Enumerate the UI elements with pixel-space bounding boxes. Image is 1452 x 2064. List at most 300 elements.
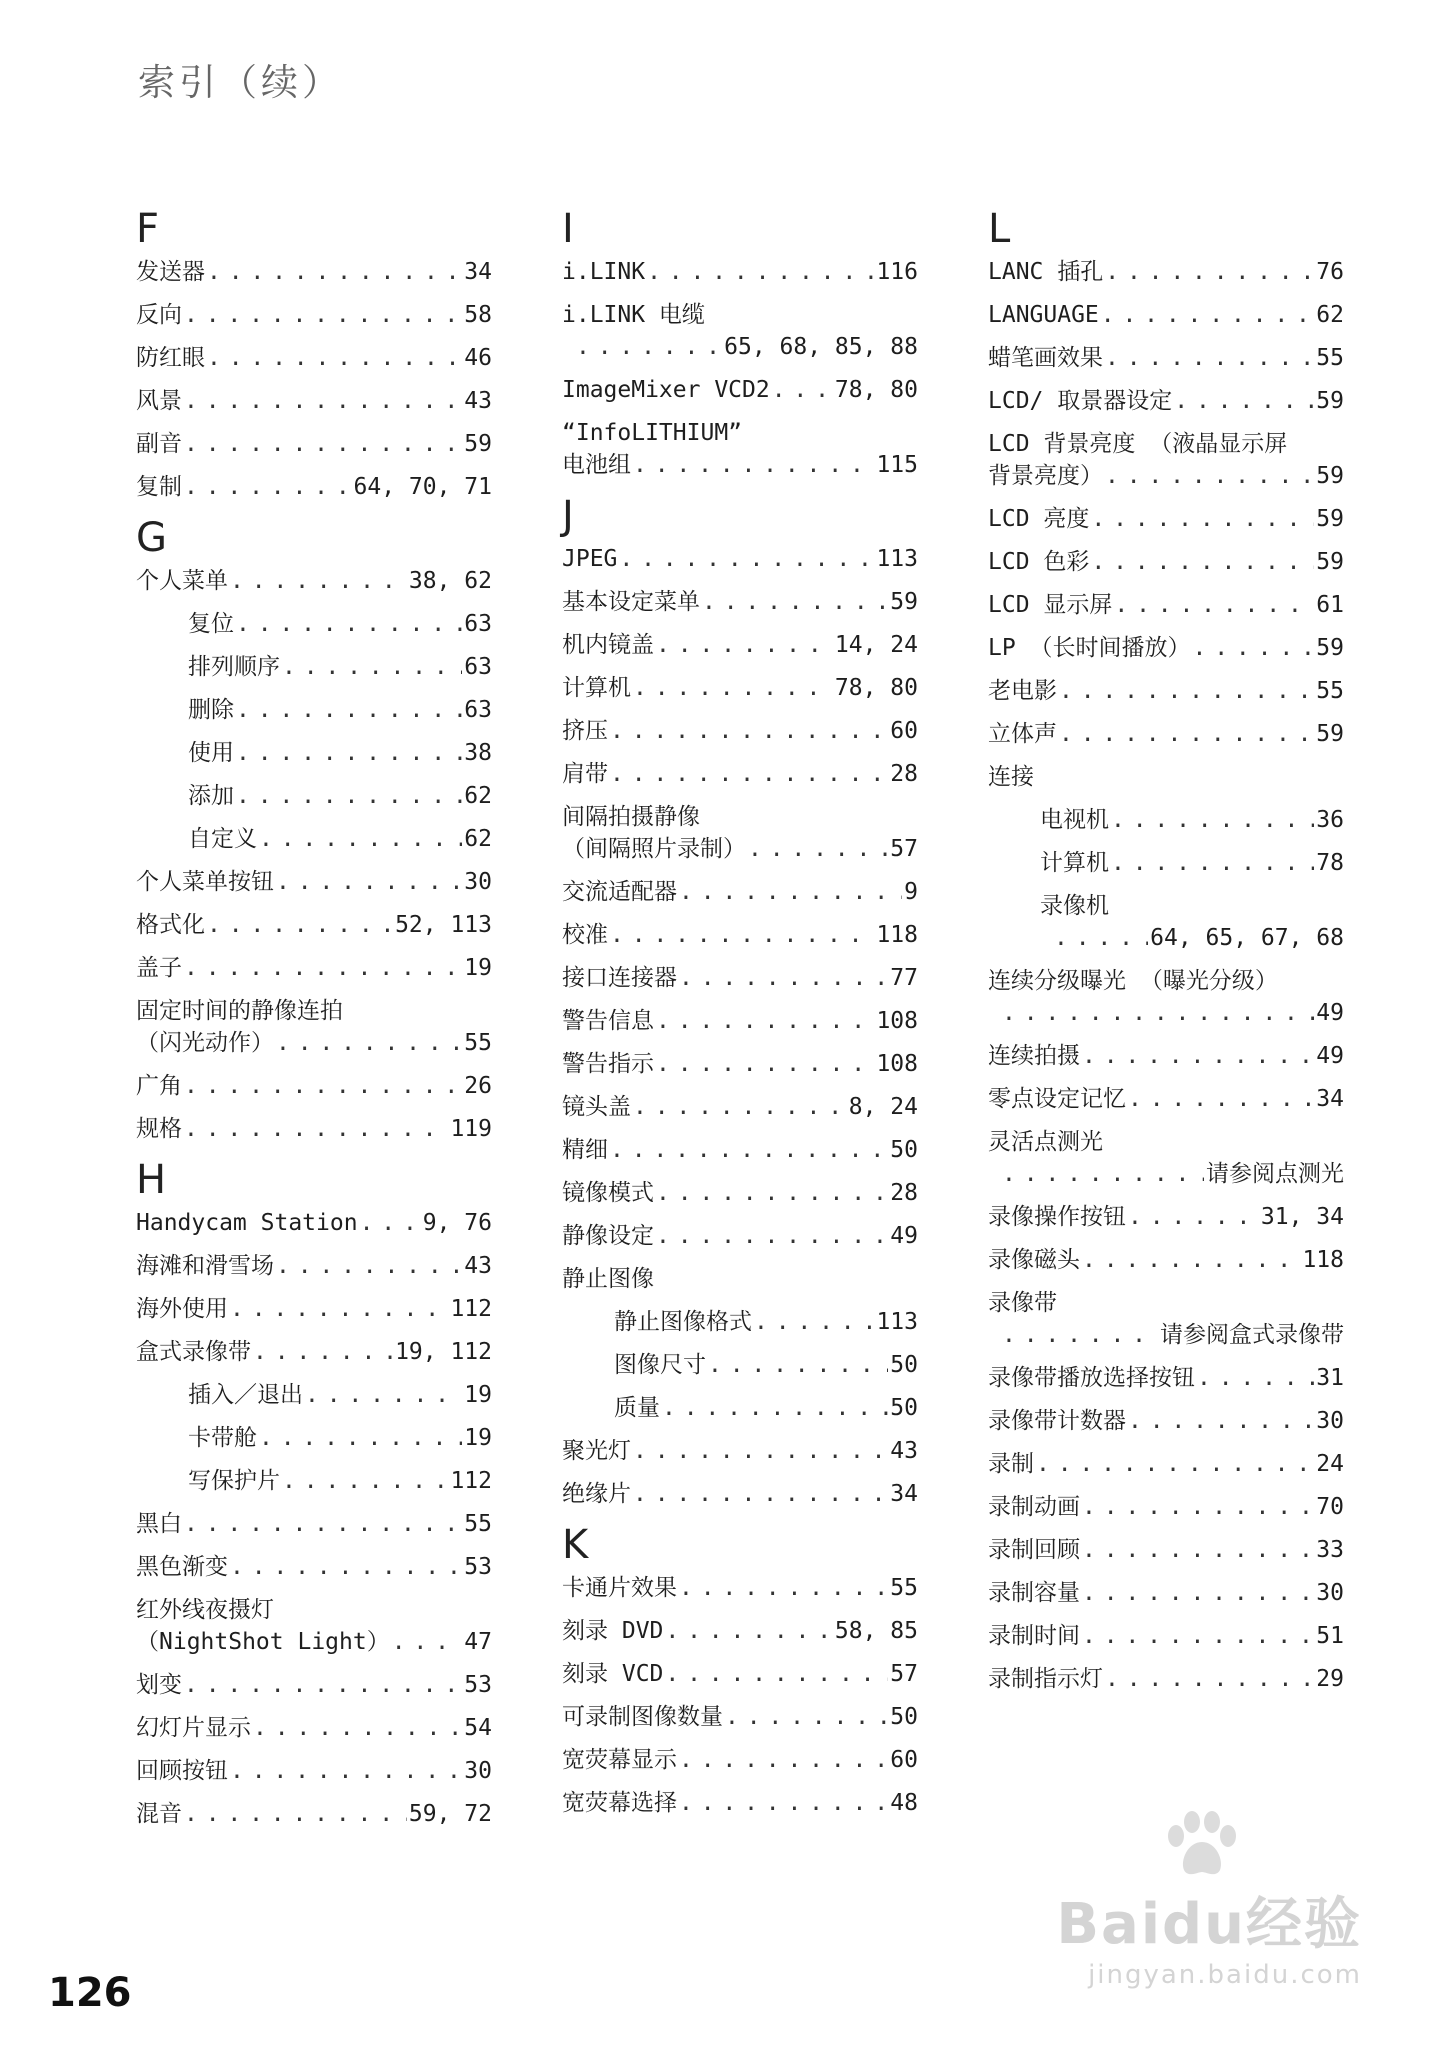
dot-leader: [725, 1701, 888, 1733]
index-pages: 30: [1316, 1580, 1344, 1606]
dot-leader: [207, 909, 393, 941]
index-term: 个人菜单: [136, 568, 228, 594]
dot-leader: [276, 1027, 462, 1059]
index-entry-line: [988, 1620, 1344, 1652]
index-term: 盖子: [136, 955, 182, 981]
index-entry: [562, 1263, 918, 1295]
index-pages: 55: [1316, 345, 1344, 371]
page-number: 126: [48, 1970, 132, 2016]
index-term: 连续拍摄: [988, 1043, 1080, 1069]
index-pages: 118: [1302, 1247, 1344, 1273]
index-entry: [562, 417, 918, 481]
index-entry-line: [614, 1306, 918, 1338]
index-pages: 请参阅盒式录像带: [1160, 1322, 1344, 1348]
index-entry-line: [988, 546, 1344, 578]
dot-leader: [236, 780, 462, 812]
index-entry-line: [988, 1448, 1344, 1480]
index-pages: 58: [464, 302, 492, 328]
index-section: [562, 1522, 918, 1819]
index-pages: 49: [890, 1223, 918, 1249]
index-pages: 49: [1316, 1000, 1344, 1026]
index-entry: [988, 589, 1344, 621]
index-entry: [562, 1787, 918, 1819]
index-term: （闪光动作）: [136, 1030, 274, 1056]
index-entry: [988, 503, 1344, 535]
index-entry: [988, 1362, 1344, 1394]
index-entry-line: [136, 1712, 492, 1744]
index-letter-heading: G: [136, 515, 167, 561]
index-pages: 34: [1316, 1086, 1344, 1112]
index-letter-heading: J: [562, 493, 574, 539]
dot-leader: [662, 1392, 888, 1424]
index-section: [136, 515, 492, 1145]
index-term: 交流适配器: [562, 879, 677, 905]
index-pages: 53: [464, 1554, 492, 1580]
dot-leader: [305, 1379, 462, 1411]
index-subentry: [136, 1422, 492, 1454]
index-pages: 59: [1316, 549, 1344, 575]
dot-leader: [702, 586, 888, 618]
index-pages: 78, 80: [834, 675, 918, 701]
index-pages: 26: [464, 1073, 492, 1099]
index-subentry: [562, 1392, 918, 1424]
dot-leader: [184, 385, 462, 417]
index-entry-line: [988, 299, 1344, 331]
index-pages: 119: [450, 1116, 492, 1142]
index-entry-line: [562, 1005, 918, 1037]
index-entry-line: [136, 1508, 492, 1540]
dot-leader: [1128, 1083, 1314, 1115]
dot-leader: [1002, 997, 1314, 1029]
index-entry-line: [136, 995, 492, 1027]
index-term: 复位: [188, 611, 234, 637]
index-entry: [988, 718, 1344, 750]
index-term: 电视机: [1040, 807, 1109, 833]
index-pages: 55: [464, 1511, 492, 1537]
index-pages: 77: [890, 965, 918, 991]
index-subentry: [136, 694, 492, 726]
index-term: 刻录 VCD: [562, 1661, 664, 1687]
index-term: 间隔拍摄静像: [562, 804, 700, 830]
dot-leader: [236, 694, 462, 726]
index-entry: [562, 919, 918, 951]
dot-leader: [1105, 256, 1314, 288]
index-term: 肩带: [562, 761, 608, 787]
index-term: 警告指示: [562, 1051, 654, 1077]
index-term: 海外使用: [136, 1296, 228, 1322]
index-pages: 19: [464, 1382, 492, 1408]
index-pages: 49: [1316, 1043, 1344, 1069]
index-pages: 31: [1316, 1365, 1344, 1391]
index-pages: 53: [464, 1672, 492, 1698]
index-term: 回顾按钮: [136, 1758, 228, 1784]
index-entry-line: [562, 629, 918, 661]
index-pages: 112: [450, 1296, 492, 1322]
index-entry-line: [188, 608, 492, 640]
index-entry: [562, 962, 918, 994]
index-entry-line: [562, 962, 918, 994]
dot-leader: [392, 1626, 463, 1658]
dot-leader: [253, 1712, 462, 1744]
index-pages: 52, 113: [395, 912, 492, 938]
index-entry: [988, 428, 1344, 492]
index-pages: 61: [1316, 592, 1344, 618]
dot-leader: [748, 833, 888, 865]
index-pages: 108: [876, 1008, 918, 1034]
index-entry-line: [988, 1040, 1344, 1072]
index-entry: [136, 1293, 492, 1325]
dot-leader: [1111, 804, 1314, 836]
index-entry-line: [562, 1091, 918, 1123]
index-entry: [562, 1744, 918, 1776]
index-pages: 70: [1316, 1494, 1344, 1520]
index-pages: 59: [1316, 388, 1344, 414]
index-entry-line: [1040, 922, 1344, 954]
index-entry-line: [136, 1113, 492, 1145]
index-term: 删除: [188, 697, 234, 723]
index-entry-line: [562, 801, 918, 833]
index-pages: 36: [1316, 807, 1344, 833]
index-pages: 55: [890, 1575, 918, 1601]
index-pages: 29: [1316, 1666, 1344, 1692]
index-pages: 47: [464, 1629, 492, 1655]
index-entry: [562, 1478, 918, 1510]
index-term: 幻灯片显示: [136, 1715, 251, 1741]
index-entry-line: [562, 715, 918, 747]
dot-leader: [1082, 1040, 1314, 1072]
dot-leader: [282, 1465, 448, 1497]
index-entry-line: [988, 965, 1344, 997]
dot-leader: [610, 1134, 888, 1166]
index-term: 录像磁头: [988, 1247, 1080, 1273]
index-pages: 113: [876, 546, 918, 572]
index-entry-line: [562, 586, 918, 618]
index-pages: 48: [890, 1790, 918, 1816]
index-entry-line: [562, 1263, 918, 1295]
index-entry: [562, 1134, 918, 1166]
index-pages: 46: [464, 345, 492, 371]
dot-leader: [1174, 385, 1314, 417]
page-header-title: 索引（续）: [138, 61, 343, 104]
index-entry: [562, 299, 918, 363]
index-pages: 59: [1316, 463, 1344, 489]
index-term: LANC 插孔: [988, 259, 1104, 285]
index-pages: 9, 76: [422, 1210, 492, 1236]
index-subentry: [136, 1465, 492, 1497]
index-entry: [136, 1070, 492, 1102]
index-subentry: [136, 608, 492, 640]
index-entry: [136, 1207, 492, 1239]
index-entry-line: [136, 1594, 492, 1626]
index-pages: 62: [464, 783, 492, 809]
index-term: 聚光灯: [562, 1438, 631, 1464]
index-term: LCD/ 取景器设定: [988, 388, 1173, 414]
index-pages: 9: [904, 879, 918, 905]
index-entry: [136, 1712, 492, 1744]
index-term: 广角: [136, 1073, 182, 1099]
dot-leader: [679, 1787, 888, 1819]
index-term: 计算机: [562, 675, 631, 701]
index-entry-line: [988, 1158, 1344, 1190]
index-term: 发送器: [136, 259, 205, 285]
index-entry-line: [988, 1319, 1344, 1351]
index-pages: 65, 68, 85, 88: [724, 334, 918, 360]
dot-leader: [207, 342, 462, 374]
index-entry-line: [562, 919, 918, 951]
index-subentry: [136, 1379, 492, 1411]
dot-leader: [184, 1113, 448, 1145]
index-subentry: [988, 847, 1344, 879]
index-pages: 43: [464, 388, 492, 414]
index-pages: 55: [464, 1030, 492, 1056]
dot-leader: [230, 1551, 462, 1583]
index-entry-line: [562, 449, 918, 481]
dot-leader: [1054, 922, 1148, 954]
index-entry: [562, 1091, 918, 1123]
index-entry: [136, 995, 492, 1059]
index-term: （间隔照片录制）: [562, 836, 746, 862]
index-entry-line: [562, 543, 918, 575]
index-section: [562, 206, 918, 481]
index-pages: 24: [1316, 1451, 1344, 1477]
dot-leader: [647, 256, 874, 288]
dot-leader: [708, 1349, 888, 1381]
index-entry: [562, 1615, 918, 1647]
index-entry-line: [562, 1048, 918, 1080]
index-pages: 33: [1316, 1537, 1344, 1563]
index-term: 录像带计数器: [988, 1408, 1126, 1434]
index-section: [136, 1157, 492, 1830]
index-term: 接口连接器: [562, 965, 677, 991]
dot-leader: [610, 715, 888, 747]
index-term: 录制: [988, 1451, 1034, 1477]
index-entry-line: [562, 1134, 918, 1166]
dot-leader: [1082, 1577, 1314, 1609]
index-pages: 59: [1316, 721, 1344, 747]
index-pages: 116: [876, 259, 918, 285]
index-term: 镜头盖: [562, 1094, 631, 1120]
index-entry: [988, 546, 1344, 578]
index-entry-line: [136, 1207, 492, 1239]
index-entry-line: [188, 1465, 492, 1497]
index-entry-line: [136, 471, 492, 503]
index-pages: 50: [890, 1352, 918, 1378]
dot-leader: [1105, 1663, 1314, 1695]
index-term: 计算机: [1040, 850, 1109, 876]
dot-leader: [1082, 1620, 1314, 1652]
dot-leader: [576, 331, 722, 363]
index-entry: [988, 761, 1344, 793]
index-subentry: [136, 780, 492, 812]
dot-leader: [1091, 546, 1314, 578]
index-entry: [562, 672, 918, 704]
index-entry: [988, 1244, 1344, 1276]
index-entry-line: [988, 460, 1344, 492]
index-letter-heading: K: [562, 1522, 589, 1568]
index-entry-line: [188, 651, 492, 683]
index-pages: 28: [890, 761, 918, 787]
index-pages: 60: [890, 1747, 918, 1773]
index-entry: [136, 1669, 492, 1701]
index-term: ImageMixer VCD2: [562, 377, 770, 403]
index-entry-line: [1040, 847, 1344, 879]
index-column-3: [988, 200, 1344, 1706]
index-pages: 30: [464, 869, 492, 895]
index-entry-line: [988, 1126, 1344, 1158]
index-pages: 30: [464, 1758, 492, 1784]
dot-leader: [754, 1306, 874, 1338]
index-term: 使用: [188, 740, 234, 766]
index-entry-line: [188, 737, 492, 769]
dot-leader: [679, 1744, 888, 1776]
index-entry: [988, 1491, 1344, 1523]
dot-leader: [679, 1572, 888, 1604]
index-entry: [988, 1534, 1344, 1566]
index-pages: 62: [1316, 302, 1344, 328]
dot-leader: [633, 1435, 888, 1467]
index-term: 副音: [136, 431, 182, 457]
index-pages: 118: [876, 922, 918, 948]
dot-leader: [360, 1207, 421, 1239]
index-entry-line: [988, 1663, 1344, 1695]
index-entry-line: [136, 565, 492, 597]
index-entry-line: [136, 1551, 492, 1583]
dot-leader: [230, 1755, 462, 1787]
index-pages: 76: [1316, 259, 1344, 285]
dot-leader: [1002, 1158, 1204, 1190]
index-subentry: [988, 804, 1344, 836]
index-term: 连续分级曝光 （曝光分级）: [988, 968, 1278, 994]
dot-leader: [184, 428, 462, 460]
index-term: 宽荧幕选择: [562, 1790, 677, 1816]
index-term: 刻录 DVD: [562, 1618, 664, 1644]
index-entry: [562, 374, 918, 406]
index-pages: 78, 80: [834, 377, 918, 403]
index-entry-line: [136, 866, 492, 898]
index-entry: [988, 1040, 1344, 1072]
index-term: 排列顺序: [188, 654, 280, 680]
index-entry: [136, 952, 492, 984]
index-entry-line: [988, 1362, 1344, 1394]
index-entry-line: [988, 342, 1344, 374]
index-term: 自定义: [188, 826, 257, 852]
index-term: 图像尺寸: [614, 1352, 706, 1378]
index-term: 录像机: [1040, 893, 1109, 919]
index-term: 固定时间的静像连拍: [136, 998, 343, 1024]
dot-leader: [656, 1220, 888, 1252]
dot-leader: [665, 1658, 888, 1690]
index-entry-line: [562, 1177, 918, 1209]
index-entry-line: [988, 503, 1344, 535]
dot-leader: [276, 1250, 462, 1282]
index-entry: [562, 629, 918, 661]
dot-leader: [1082, 1491, 1314, 1523]
index-entry-line: [988, 1201, 1344, 1233]
index-pages: 59, 72: [408, 1801, 492, 1827]
index-entry-line: [136, 1027, 492, 1059]
index-term: 录像操作按钮: [988, 1204, 1126, 1230]
index-entry: [988, 1083, 1344, 1115]
index-entry: [562, 758, 918, 790]
index-entry-line: [988, 675, 1344, 707]
index-entry-line: [188, 823, 492, 855]
index-entry: [136, 565, 492, 597]
index-term: 写保护片: [188, 1468, 280, 1494]
dot-leader: [1101, 299, 1315, 331]
index-term: 静止图像格式: [614, 1309, 752, 1335]
index-entry-line: [136, 1669, 492, 1701]
dot-leader: [184, 1508, 462, 1540]
dot-leader: [230, 565, 407, 597]
index-entry-line: [136, 952, 492, 984]
index-entry-line: [562, 417, 918, 449]
index-entry: [136, 1798, 492, 1830]
index-entry: [562, 876, 918, 908]
index-entry: [988, 675, 1344, 707]
dot-leader: [184, 1669, 462, 1701]
index-entry-line: [136, 1070, 492, 1102]
dot-leader: [656, 1005, 874, 1037]
index-entry-line: [562, 1435, 918, 1467]
index-subentry: [136, 737, 492, 769]
index-entry-line: [562, 758, 918, 790]
index-letter-heading: F: [136, 206, 160, 252]
index-term: i.LINK: [562, 259, 646, 285]
dot-leader: [184, 1070, 462, 1102]
index-letter-heading: I: [562, 206, 574, 252]
index-entry-line: [562, 833, 918, 865]
dot-leader: [1128, 1405, 1314, 1437]
index-term: i.LINK 电缆: [562, 302, 705, 328]
index-entry-line: [136, 1250, 492, 1282]
index-pages: 78: [1316, 850, 1344, 876]
index-entry-line: [562, 299, 918, 331]
index-entry-line: [562, 256, 918, 288]
index-entry-line: [988, 761, 1344, 793]
index-pages: 请参阅点测光: [1206, 1161, 1344, 1187]
dot-leader: [1105, 460, 1314, 492]
index-entry: [562, 1177, 918, 1209]
watermark-url: jingyan.baidu.com: [1088, 1960, 1362, 1990]
dot-leader: [1111, 847, 1314, 879]
dot-leader: [1082, 1244, 1300, 1276]
index-entry: [988, 965, 1344, 1029]
index-entry: [562, 1435, 918, 1467]
index-entry-line: [988, 1083, 1344, 1115]
index-term: 绝缘片: [562, 1481, 631, 1507]
index-term: 反向: [136, 302, 182, 328]
dot-leader: [236, 608, 462, 640]
dot-leader: [1105, 342, 1314, 374]
index-entry-line: [562, 331, 918, 363]
index-pages: 38, 62: [408, 568, 492, 594]
index-entry: [988, 1287, 1344, 1351]
index-pages: 59: [1316, 635, 1344, 661]
index-term: 海滩和滑雪场: [136, 1253, 274, 1279]
dot-leader: [656, 629, 833, 661]
index-entry-line: [136, 1293, 492, 1325]
index-term: （NightShot Light）: [136, 1629, 390, 1655]
index-term: LCD 色彩: [988, 549, 1090, 575]
index-entry: [136, 428, 492, 460]
index-term: 规格: [136, 1116, 182, 1142]
index-entry: [988, 1577, 1344, 1609]
index-term: 精细: [562, 1137, 608, 1163]
index-entry-line: [562, 374, 918, 406]
dot-leader: [610, 919, 874, 951]
index-pages: 57: [890, 1661, 918, 1687]
index-term: 镜像模式: [562, 1180, 654, 1206]
